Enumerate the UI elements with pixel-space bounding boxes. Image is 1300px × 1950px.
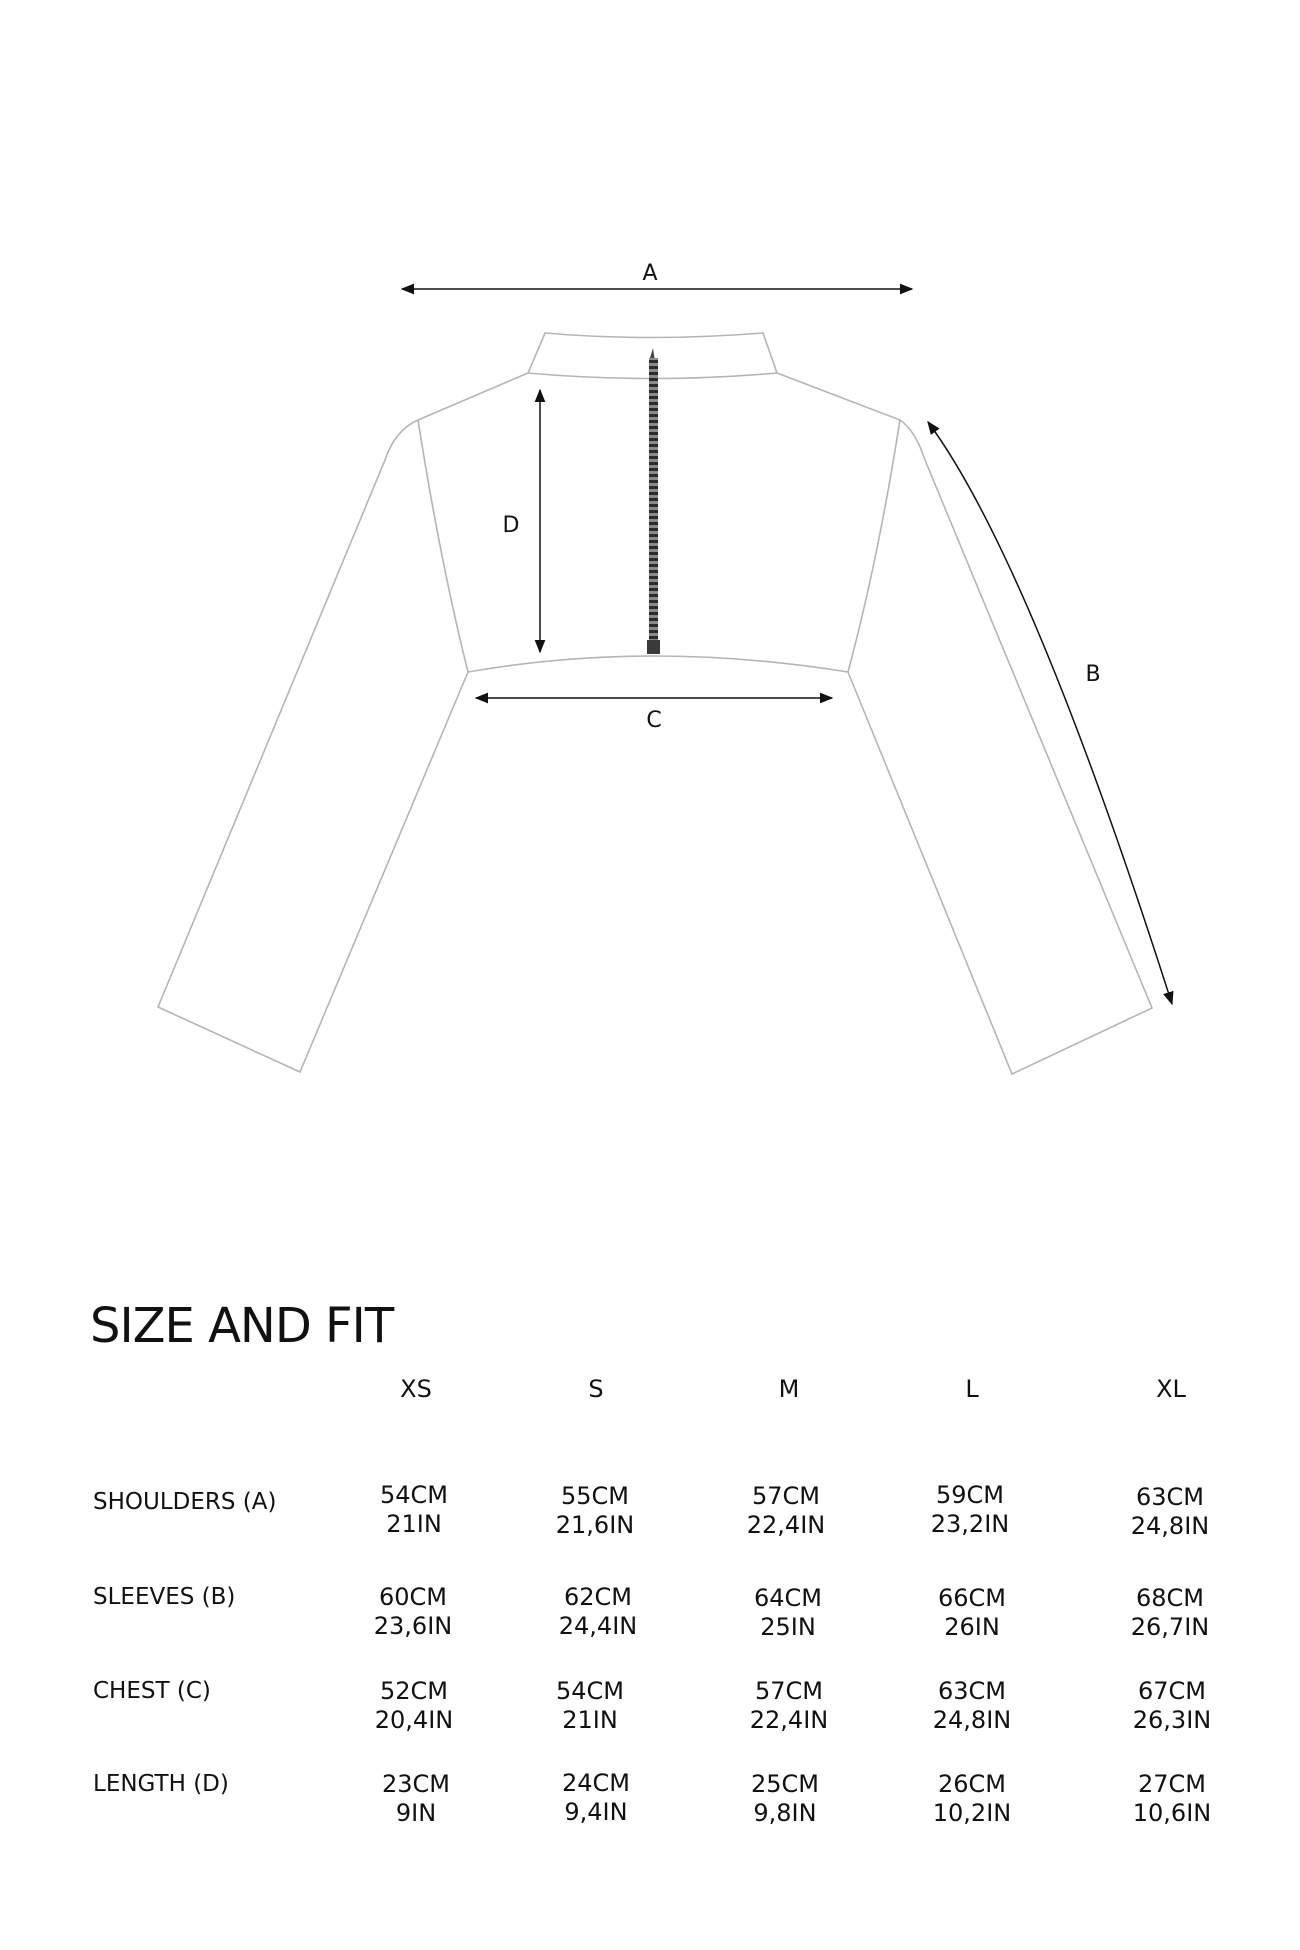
right-sleeve <box>848 420 1152 1074</box>
label-d: D <box>502 513 520 538</box>
body-panel <box>418 373 900 672</box>
label-a: A <box>642 261 658 286</box>
zipper <box>647 348 660 654</box>
table-cell: 57CM 22,4IN <box>749 1677 829 1734</box>
table-cell: 24CM 9,4IN <box>561 1769 630 1826</box>
label-b: B <box>1085 662 1101 687</box>
size-header-s: S <box>588 1375 604 1403</box>
table-cell: 55CM 21,6IN <box>555 1482 635 1539</box>
table-cell: 54CM 21IN <box>379 1481 448 1538</box>
table-cell: 59CM 23,2IN <box>930 1481 1010 1538</box>
label-c: C <box>646 708 662 733</box>
table-cell: 54CM 21IN <box>555 1677 624 1734</box>
row-label-sleeves: SLEEVES (B) <box>93 1584 236 1610</box>
dimension-arrows <box>402 289 1172 1004</box>
arrow-b <box>928 422 1172 1004</box>
table-cell: 26CM 10,2IN <box>932 1770 1012 1827</box>
row-label-length: LENGTH (D) <box>93 1771 229 1797</box>
size-header-m: M <box>778 1375 800 1403</box>
size-header-xl: XL <box>1156 1375 1186 1403</box>
row-label-shoulders: SHOULDERS (A) <box>93 1489 277 1515</box>
table-cell: 67CM 26,3IN <box>1132 1677 1212 1734</box>
size-and-fit-title: SIZE AND FIT <box>90 1298 394 1354</box>
table-cell: 57CM 22,4IN <box>746 1482 826 1539</box>
left-sleeve <box>158 420 468 1072</box>
table-cell: 25CM 9,8IN <box>750 1770 819 1827</box>
table-cell: 62CM 24,4IN <box>558 1583 638 1640</box>
table-cell: 63CM 24,8IN <box>1130 1483 1210 1540</box>
table-cell: 23CM 9IN <box>381 1770 450 1827</box>
table-cell: 68CM 26,7IN <box>1130 1584 1210 1641</box>
row-label-chest: CHEST (C) <box>93 1678 211 1704</box>
table-cell: 27CM 10,6IN <box>1132 1770 1212 1827</box>
size-header-l: L <box>965 1375 979 1403</box>
table-cell: 52CM 20,4IN <box>374 1677 454 1734</box>
table-cell: 63CM 24,8IN <box>932 1677 1012 1734</box>
table-cell: 66CM 26IN <box>937 1584 1006 1641</box>
table-cell: 64CM 25IN <box>753 1584 822 1641</box>
table-cell: 60CM 23,6IN <box>373 1583 453 1640</box>
size-header-xs: XS <box>400 1375 432 1403</box>
